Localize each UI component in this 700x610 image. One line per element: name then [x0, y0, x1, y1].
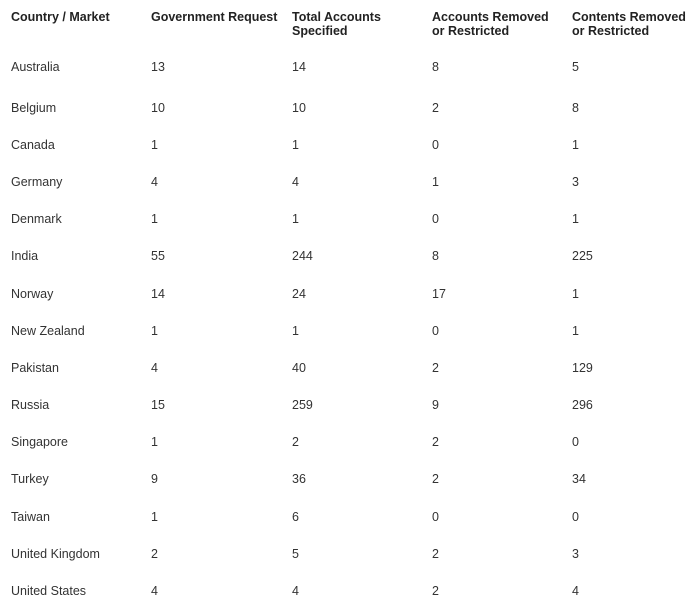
cell-total-accounts: 1	[292, 323, 299, 338]
cell-contents-removed: 225	[572, 249, 593, 264]
cell-total-accounts: 6	[292, 509, 299, 524]
cell-country: Turkey	[11, 472, 49, 487]
cell-accounts-removed: 2	[432, 546, 439, 561]
cell-total-accounts: 36	[292, 472, 306, 487]
table-row	[0, 275, 700, 312]
cell-accounts-removed: 1	[432, 174, 439, 189]
cell-country: Pakistan	[11, 360, 59, 375]
cell-total-accounts: 1	[292, 137, 299, 152]
cell-total-accounts: 244	[292, 249, 313, 264]
cell-government-request: 1	[151, 435, 158, 450]
cell-government-request: 1	[151, 212, 158, 227]
cell-total-accounts: 40	[292, 360, 306, 375]
cell-accounts-removed: 8	[432, 59, 439, 74]
cell-contents-removed: 5	[572, 59, 579, 74]
cell-country: Germany	[11, 174, 63, 189]
cell-government-request: 1	[151, 323, 158, 338]
cell-government-request: 4	[151, 174, 158, 189]
cell-country: Norway	[11, 286, 54, 301]
table-row	[0, 126, 700, 163]
table-row	[0, 349, 700, 386]
cell-accounts-removed: 0	[432, 509, 439, 524]
header-government-request: Government Request	[151, 10, 278, 24]
cell-contents-removed: 3	[572, 546, 579, 561]
table-row	[0, 201, 700, 238]
cell-total-accounts: 4	[292, 584, 299, 599]
table-row	[0, 312, 700, 349]
cell-total-accounts: 10	[292, 100, 306, 115]
table-row	[0, 535, 700, 572]
table-row	[0, 424, 700, 461]
cell-accounts-removed: 17	[432, 286, 446, 301]
cell-country: Taiwan	[11, 509, 50, 524]
cell-contents-removed: 1	[572, 323, 579, 338]
table-row	[0, 498, 700, 535]
cell-government-request: 10	[151, 100, 165, 115]
header-row	[0, 0, 700, 40]
cell-country: Belgium	[11, 100, 57, 115]
table-body	[0, 40, 700, 610]
cell-accounts-removed: 0	[432, 323, 439, 338]
cell-country: Denmark	[11, 212, 62, 227]
table-row	[0, 572, 700, 609]
cell-accounts-removed: 2	[432, 472, 439, 487]
cell-total-accounts: 1	[292, 212, 299, 227]
header-total-accounts-specified: Total Accounts Specified	[292, 10, 381, 38]
cell-contents-removed: 1	[572, 286, 579, 301]
cell-contents-removed: 1	[572, 137, 579, 152]
table-row	[0, 387, 700, 424]
cell-contents-removed: 4	[572, 584, 579, 599]
cell-country: United Kingdom	[11, 546, 100, 561]
cell-total-accounts: 14	[292, 59, 306, 74]
cell-government-request: 1	[151, 509, 158, 524]
cell-country: India	[11, 249, 39, 264]
cell-country: Russia	[11, 398, 50, 413]
cell-contents-removed: 34	[572, 472, 586, 487]
cell-total-accounts: 4	[292, 174, 299, 189]
cell-government-request: 9	[151, 472, 158, 487]
table-row	[0, 163, 700, 200]
table-row	[0, 461, 700, 498]
cell-contents-removed: 3	[572, 174, 579, 189]
cell-government-request: 4	[151, 360, 158, 375]
header-country-market: Country / Market	[11, 10, 110, 24]
cell-country: New Zealand	[11, 323, 85, 338]
cell-government-request: 4	[151, 584, 158, 599]
table-row	[0, 40, 700, 89]
cell-government-request: 14	[151, 286, 165, 301]
cell-contents-removed: 129	[572, 360, 593, 375]
cell-accounts-removed: 9	[432, 398, 439, 413]
cell-country: Australia	[11, 59, 60, 74]
cell-country: United States	[11, 584, 87, 599]
table-row	[0, 238, 700, 275]
cell-contents-removed: 8	[572, 100, 579, 115]
header-accounts-removed-or-restricted: Accounts Removed or Restricted	[432, 10, 549, 38]
cell-contents-removed: 0	[572, 435, 579, 450]
header-contents-removed-or-restricted: Contents Removed or Restricted	[572, 10, 686, 38]
cell-total-accounts: 24	[292, 286, 306, 301]
table-header	[0, 0, 700, 40]
cell-contents-removed: 0	[572, 509, 579, 524]
cell-country: Singapore	[11, 435, 68, 450]
cell-government-request: 55	[151, 249, 165, 264]
cell-accounts-removed: 8	[432, 249, 439, 264]
cell-accounts-removed: 2	[432, 584, 439, 599]
cell-government-request: 1	[151, 137, 158, 152]
table-row	[0, 89, 700, 126]
cell-country: Canada	[11, 137, 55, 152]
cell-accounts-removed: 2	[432, 435, 439, 450]
cell-accounts-removed: 0	[432, 212, 439, 227]
cell-government-request: 15	[151, 398, 165, 413]
cell-accounts-removed: 2	[432, 360, 439, 375]
cell-accounts-removed: 2	[432, 100, 439, 115]
cell-contents-removed: 1	[572, 212, 579, 227]
cell-total-accounts: 2	[292, 435, 299, 450]
cell-government-request: 13	[151, 59, 165, 74]
cell-accounts-removed: 0	[432, 137, 439, 152]
cell-total-accounts: 5	[292, 546, 299, 561]
cell-contents-removed: 296	[572, 398, 593, 413]
cell-government-request: 2	[151, 546, 158, 561]
cell-total-accounts: 259	[292, 398, 313, 413]
